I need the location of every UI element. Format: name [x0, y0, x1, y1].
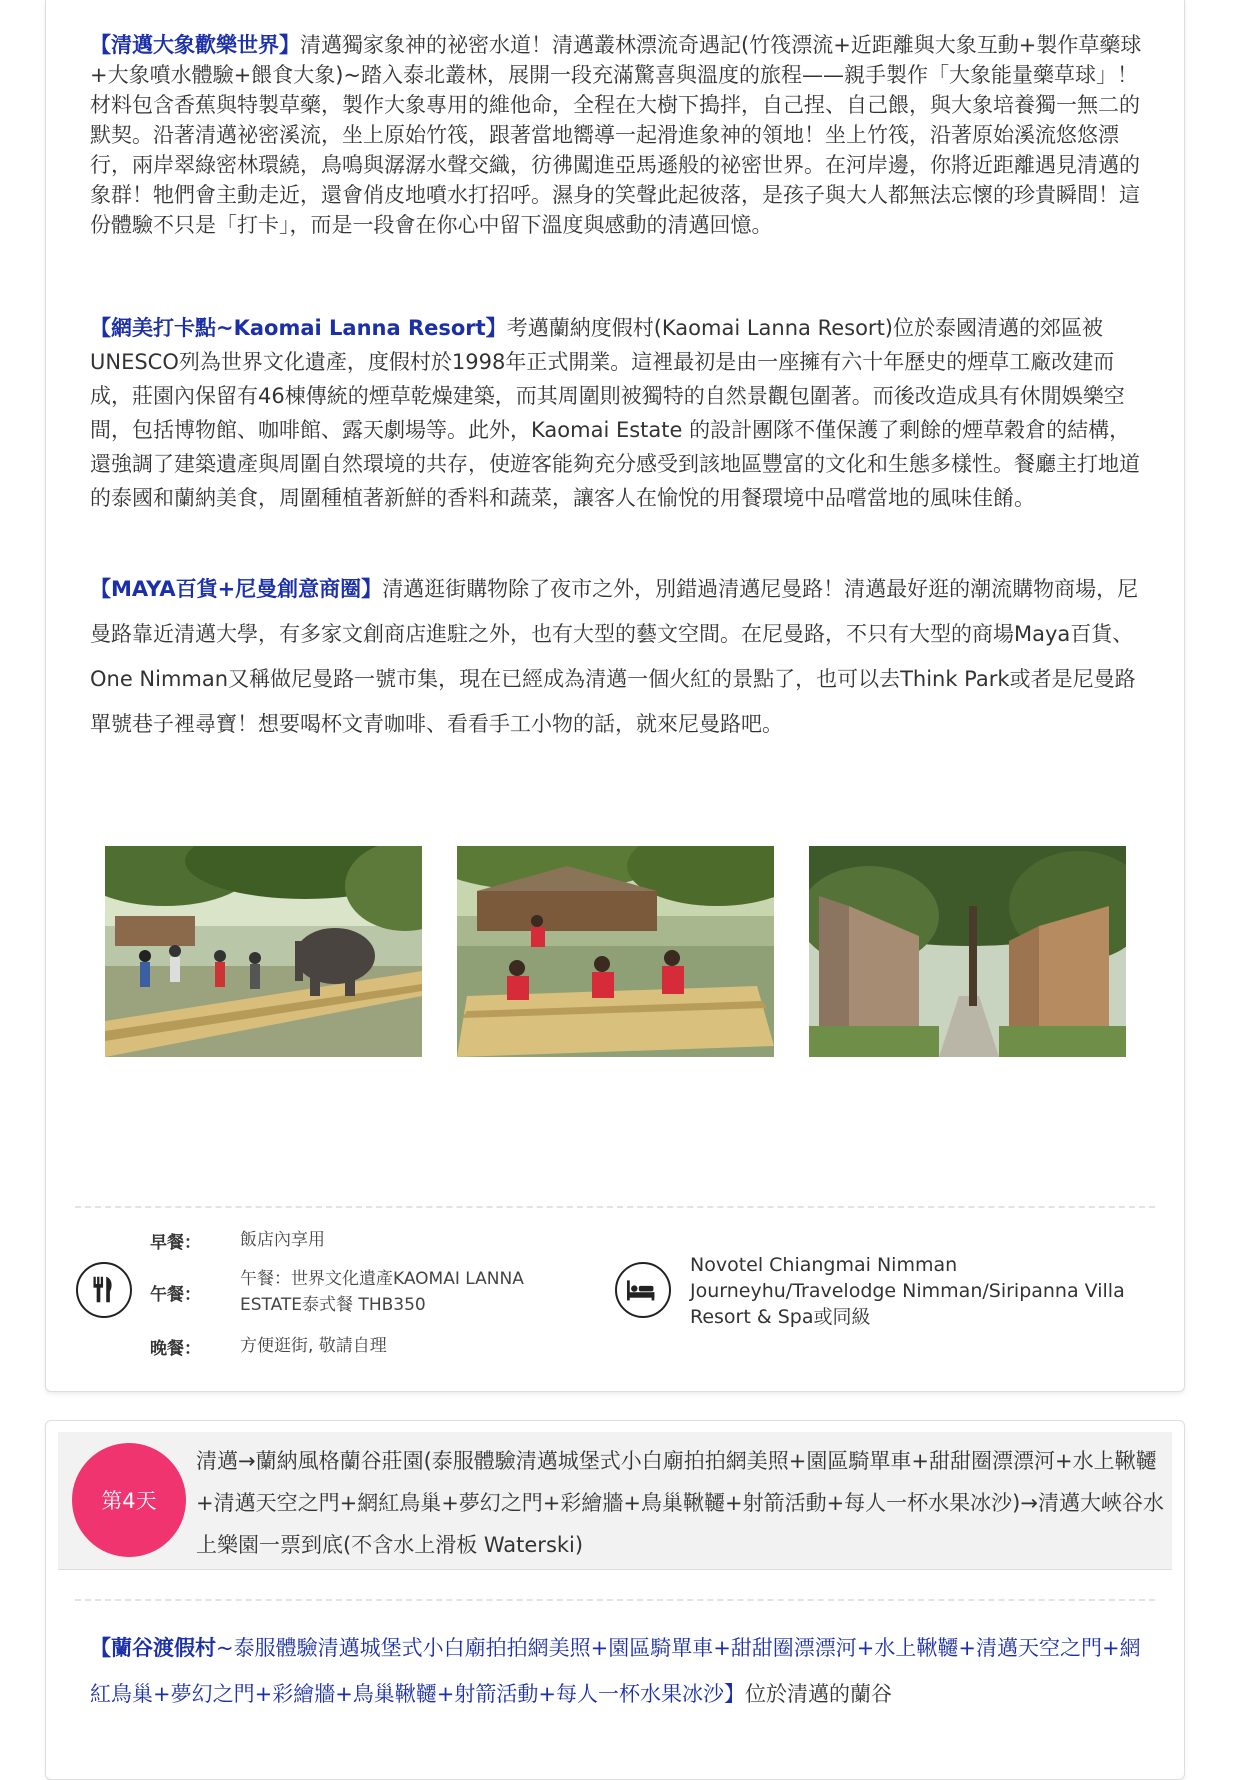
fork-knife-icon — [76, 1262, 132, 1318]
hotel-text: Novotel Chiangmai Nimman Journeyhu/Travelodge Nimman/Siripanna Villa Resort & Spa或同級 — [690, 1254, 1125, 1328]
dinner-label: 晚餐： — [150, 1339, 201, 1359]
lango-body: 位於清邁的蘭谷 — [744, 1682, 892, 1706]
breakfast-label: 早餐： — [150, 1233, 201, 1253]
kaomai-heading: 【網美打卡點~Kaomai Lanna Resort】 — [90, 316, 507, 340]
elephant-body: 清邁獨家象神的祕密水道！清邁叢林漂流奇遇記(竹筏漂流+近距離與大象互動+製作草藥球+大象噴水體驗+餵食大象)~踏入泰北叢林，展開一段充滿驚喜與溫度的旅程——親手製作「大象能量藥草球」！材料包含香蕉與特製草藥，製作大象專用的維他命，全程在大樹下搗拌，自己捏、自己餵，與大象培養獨一無二的默契。沿著清邁祕密溪流，坐上原始竹筏，跟著當地嚮導一起滑進象神的領地！坐上竹筏，沿著原始溪流悠悠漂行，兩岸翠綠密林環繞，鳥鳴與潺潺水聲交織，彷彿闖進亞馬遜般的祕密世界。在河岸邊，你將近距離遇見清邁的象群！牠們會主動走近，還會俏皮地噴水打招呼。濕身的笑聲此起彼落，是孩子與大人都無法忘懷的珍貴瞬間！這份體驗不只是「打卡」，而是一段會在你心中留下溫度與感動的清邁回憶。 — [90, 33, 1142, 237]
lango-heading: 【蘭谷渡假村 — [90, 1636, 216, 1660]
day4-badge: 第4天 — [72, 1443, 186, 1557]
elephant-bamboo-raft-photo — [105, 846, 422, 1057]
lunch-value: 午餐：世界文化遺產KAOMAI LANNA ESTATE泰式餐 THB350 — [240, 1269, 524, 1315]
maya-body: 清邁逛街購物除了夜市之外，別錯過清邁尼曼路！清邁最好逛的潮流購物商場，尼曼路靠近清邁大學，有多家文創商店進駐之外，也有大型的藝文空間。在尼曼路，不只有大型的商場Maya百貨、One Nimman又稱做尼曼路一號市集，現在已經成為清邁一個火紅的景點了，也可以去Think Park或者是尼曼路單號巷子裡尋寶！想要喝杯文青咖啡、看看手工小物的話，就來尼曼路吧。 — [90, 577, 1139, 736]
kaomai-body: 考邁蘭納度假村(Kaomai Lanna Resort)位於泰國清邁的郊區被UNESCO列為世界文化遺產，度假村於1998年正式開業。這裡最初是由一座擁有六十年歷史的煙草工廠改建而成，莊園內保留有46棟傳統的煙草乾燥建築，而其周圍則被獨特的自然景觀包圍著。而後改造成具有休閒娛樂空間，包括博物館、咖啡館、露天劇場等。此外，Kaomai Estate 的設計團隊不僅保護了剩餘的煙草穀倉的結構，還強調了建築遺產與周圍自然環境的共存，使遊客能夠充分感受到該地區豐富的文化和生態多樣性。餐廳主打地道的泰國和蘭納美食，周圍種植著新鮮的香料和蔬菜，讓客人在愉悅的用餐環境中品嚐當地的風味佳餚。 — [90, 316, 1140, 510]
elephant-heading: 【清邁大象歡樂世界】 — [90, 33, 300, 57]
kaomai-tobacco-barns-photo — [809, 846, 1126, 1057]
lunch-label: 午餐： — [150, 1285, 201, 1305]
tourists-on-raft-photo — [457, 846, 774, 1057]
maya-paragraph — [90, 567, 1150, 747]
lango-heading-rest: ~泰服體驗清邁城堡式小白廟拍拍網美照+園區騎單車+甜甜圈漂漂河+水上鞦韆+清邁天空之門+網紅鳥巢+夢幻之門+彩繪牆+鳥巢鞦韆+射箭活動+每人一杯水果冰沙】 — [90, 1636, 1141, 1706]
breakfast-value: 飯店內享用 — [240, 1230, 325, 1250]
day4-title: 清邁→蘭納風格蘭谷莊園(泰服體驗清邁城堡式小白廟拍拍網美照+園區騎單車+甜甜圈漂漂河+水上鞦韆+清邁天空之門+網紅鳥巢+夢幻之門+彩繪牆+鳥巢鞦韆+射箭活動+每人一杯水果冰沙)→清邁大峽谷水上樂園一票到底(不含水上滑板 Waterski) — [196, 1449, 1164, 1557]
bed-icon — [615, 1262, 671, 1318]
elephant-paragraph — [90, 30, 1150, 240]
dinner-value: 方便逛街, 敬請自理 — [240, 1336, 387, 1356]
maya-heading: 【MAYA百貨+尼曼創意商圈】 — [90, 577, 383, 601]
kaomai-paragraph — [90, 311, 1150, 515]
divider-day4 — [75, 1599, 1155, 1601]
lango-paragraph — [90, 1625, 1150, 1717]
divider — [75, 1206, 1155, 1208]
